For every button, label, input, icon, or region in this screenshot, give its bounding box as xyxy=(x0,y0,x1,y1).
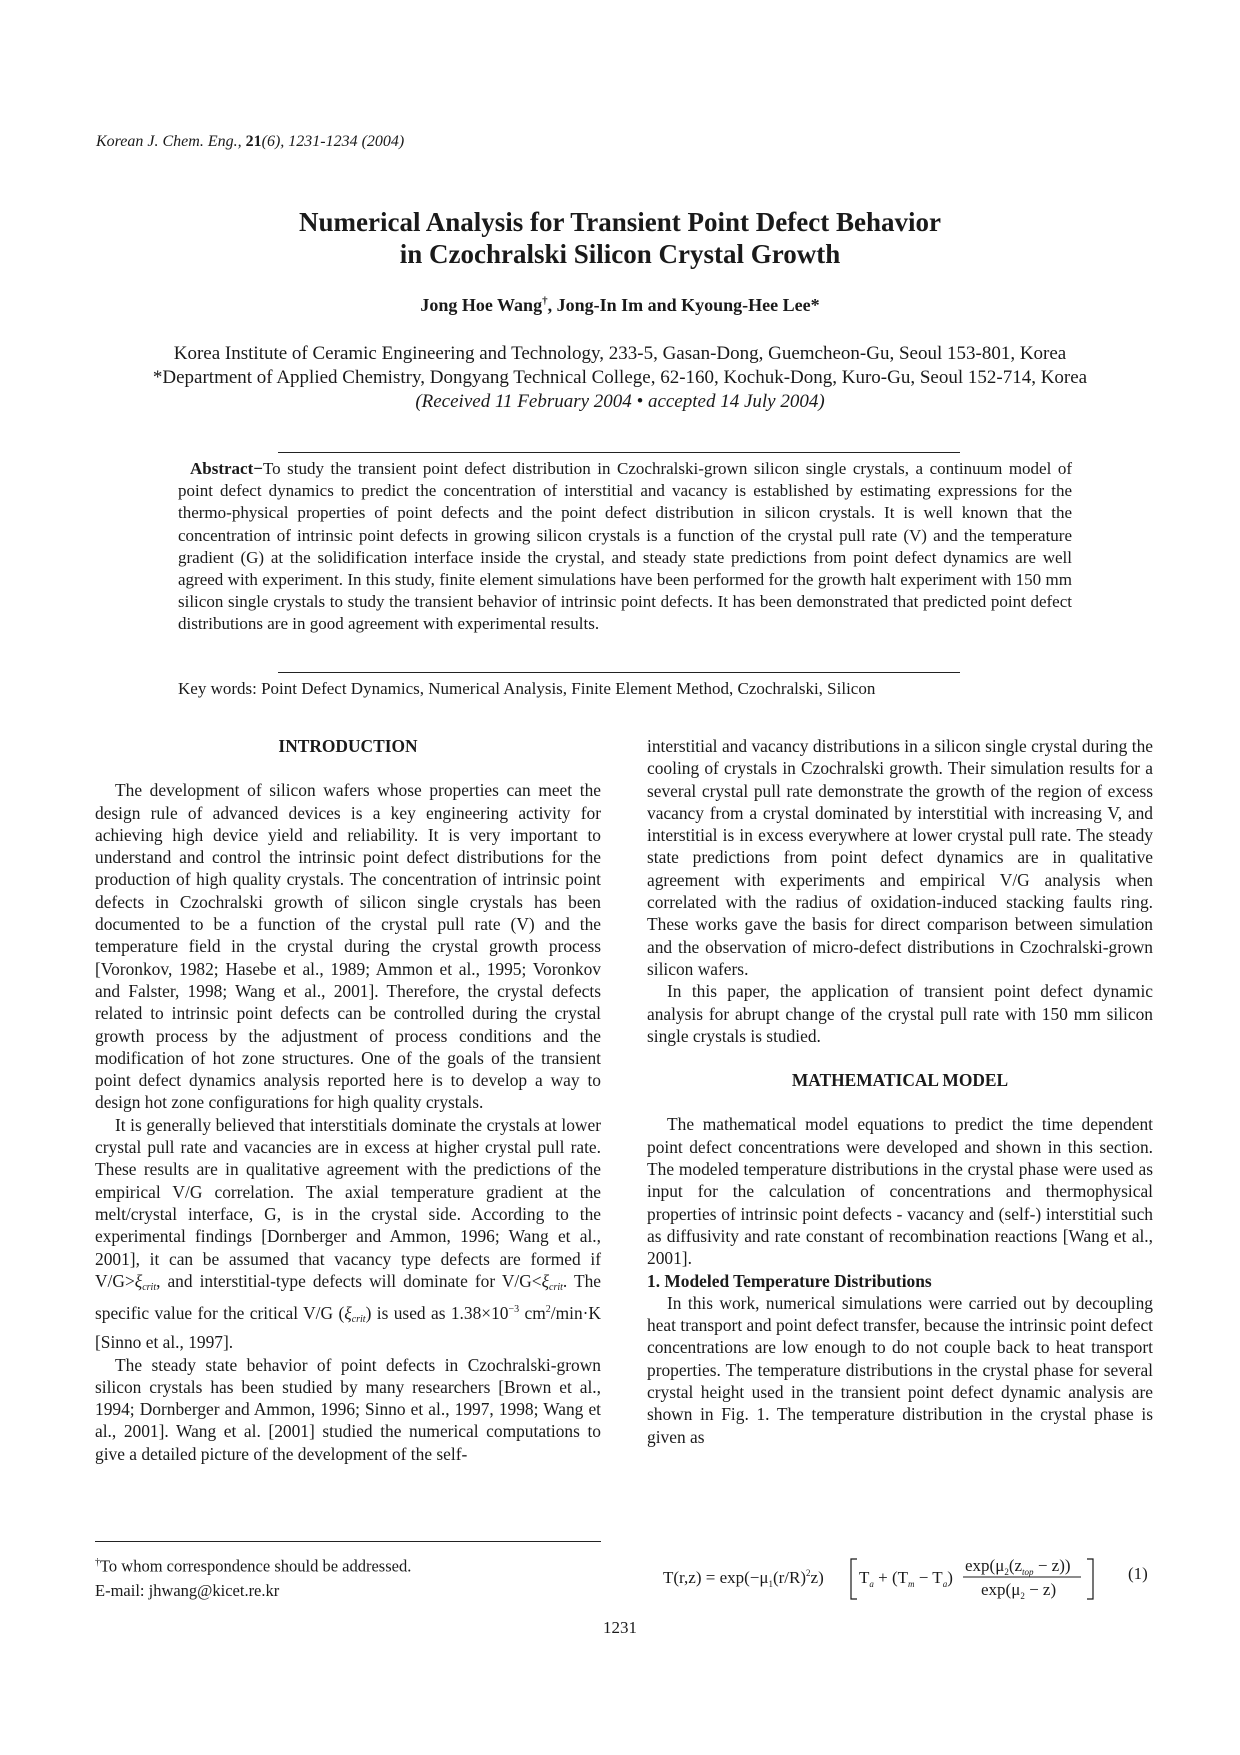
journal-name: Korean J. Chem. Eng. xyxy=(96,133,238,150)
exponent-2: 2 xyxy=(545,1304,551,1316)
abstract-text: To study the transient point defect distribution in Czochralski-grown silicon single crystals, a continuum model of point defect dynamics to predict the concentration of interstitial and vacancy is established by estimating expressions for the thermo-physical properties of point defects and the point defect distribution in silicon crystals. It is well known that the concentration of intrinsic point defects in growing silicon crystals is a function of the crystal pull rate (V) and the temperature gradient (G) at the solidification interface inside the crystal, and steady state predictions from point defect dynamics are well agreed with experiment. In this study, finite element simulations have been performed for the growth halt experiment with 150 mm silicon single crystals to study the transient behavior of intrinsic point defects. It has been demonstrated that predicted point defect distributions are in good agreement with experimental results. xyxy=(178,459,1072,634)
crit-subscript: crit xyxy=(142,1281,157,1293)
intro-paragraph-3: The steady state behavior of point defects in Czochralski-grown silicon crystals has been studied by many researchers [Brown et al., 1994; Dornberger and Ammon, 1996; Sinno et al., 1997, 1998; Wang et al., 2001]. Wang et al. [2001] studied the numerical computations to give a detailed picture of the development of the self- xyxy=(95,1354,601,1464)
eq-left-bracket xyxy=(851,1559,857,1599)
footnote-correspondence: To whom correspondence should be addressed. xyxy=(100,1556,412,1576)
eq-lhs: $T(r,z) = \exp(-\mu_1(r/R)^2z)$ xyxy=(663,1568,824,1589)
equation-1 xyxy=(663,1547,1163,1605)
author-1: Jong Hoe Wang xyxy=(420,295,543,315)
exponent-1: −3 xyxy=(508,1304,520,1316)
title-line-1: Numerical Analysis for Transient Point Defect Behavior xyxy=(299,207,941,237)
abstract xyxy=(178,458,1072,636)
abstract-label: Abstract xyxy=(190,459,254,478)
intro-p2-text-d: ) is used as 1.38×10 xyxy=(365,1302,509,1323)
footnote-rule xyxy=(95,1541,601,1542)
right-paragraph-2: In this paper, the application of transient point defect dynamic analysis for abrupt change of the crystal pull rate with 150 mm silicon single crystals is studied. xyxy=(647,981,1153,1046)
keywords: Key words: Point Defect Dynamics, Numerical Analysis, Finite Element Method, Czochralski, Silicon xyxy=(178,679,876,698)
page-number: 1231 xyxy=(603,1618,637,1637)
corresponding-dagger: † xyxy=(542,295,548,307)
crit-subscript: crit xyxy=(549,1281,563,1293)
eq-bracket-content: $T_a + (T_m - T_a)$ xyxy=(859,1568,953,1589)
left-column xyxy=(95,735,601,1465)
author-list xyxy=(0,295,1240,316)
affiliation-2: *Department of Applied Chemistry, Dongyang Technical College, 62-160, Kochuk-Dong, Kuro-Gu, Seoul 152-714, Korea xyxy=(152,367,1088,388)
abstract-bottom-rule xyxy=(278,672,960,673)
footnote-dagger: † xyxy=(95,1557,100,1568)
affiliations xyxy=(0,342,1240,414)
title-line-2: in Czochralski Silicon Crystal Growth xyxy=(399,239,841,269)
affiliation-1: Korea Institute of Ceramic Engineering and Technology, 233-5, Gasan-Dong, Guemcheon-Gu, Seoul 153-801, Korea xyxy=(173,343,1067,364)
intro-p2-text-e: cm xyxy=(519,1302,546,1323)
paper-title xyxy=(0,206,1240,270)
intro-p2-text-c: . The specific value for the critical V/G ( xyxy=(95,1270,601,1323)
journal-citation: Korean J. Chem. Eng., 21(6), 1231-1234 (2004) xyxy=(96,133,405,150)
eq-numerator: $\exp(\mu_2(z_{top} - z))$ xyxy=(965,1556,1071,1577)
eq-denominator: $\exp(\mu_2 - z)$ xyxy=(981,1580,1057,1601)
equation-number: (1) xyxy=(1128,1564,1148,1583)
abstract-top-rule xyxy=(278,452,960,453)
footnote-line-2: E-mail: jhwang@kicet.re.kr xyxy=(95,1580,280,1600)
mathematical-model-heading: MATHEMATICAL MODEL xyxy=(791,1070,1009,1091)
right-column xyxy=(647,735,1153,1448)
journal-issue-pages: (6), 1231-1234 (2004) xyxy=(261,133,405,150)
intro-paragraph-2 xyxy=(95,1114,601,1354)
received-dates: (Received 11 February 2004 • accepted 14 July 2004) xyxy=(415,391,825,412)
journal-volume: 21 xyxy=(245,133,262,150)
eq-right-bracket xyxy=(1087,1559,1093,1599)
intro-paragraph-1: The development of silicon wafers whose properties can meet the design rule of advanced devices is a key engineering activity for achieving high device yield and reliability. It is very important to understand and control the intrinsic point defect distributions for the production of high quality crystals. The concentration of intrinsic point defects in Czochralski growth of silicon single crystals has been documented to be a function of the crystal pull rate (V) and the temperature field in the crystal during the crystal growth process [Voronkov, 1982; Hasebe et al., 1989; Ammon et al., 1995; Voronkov and Falster, 1998; Wang et al., 2001]. Therefore, the crystal defects related to intrinsic point defects can be controlled during the crystal growth process by the adjustment of process conditions and the modification of hot zone structures. One of the goals of the transient point defect dynamics analysis reported here is to develop a way to design hot zone configurations for high quality crystals. xyxy=(95,780,601,1113)
xi-symbol: ξ xyxy=(344,1302,352,1323)
right-paragraph-4: In this work, numerical simulations were carried out by decoupling heat transport and point defect transfer, because the intrinsic point defect concentrations are low enough to do not couple back to heat transport properties. The temperature distributions in the crystal phase for several crystal height used in the transient point defect dynamic analysis are shown in Fig. 1. The temperature distribution in the crystal phase is given as xyxy=(647,1292,1153,1447)
intro-p2-text-b: , and interstitial-type defects will dominate for V/G< xyxy=(156,1270,542,1291)
intro-p2-text-f: /min·K [Sinno et al., 1997]. xyxy=(95,1302,601,1353)
intro-p2-text-a: It is generally believed that interstitials dominate the crystals at lower crystal pull rate and vacancies are in excess at higher crystal pull rate. These results are in qualitative agreement with the predictions of the empirical V/G correlation. The axial temperature gradient at the melt/crystal interface, G, is in the crystal side. According to the experimental findings [Dornberger and Ammon, 1996; Wang et al., 2001], it can be assumed that vacancy type defects are formed if V/G> xyxy=(95,1114,601,1291)
subsection-heading: 1. Modeled Temperature Distributions xyxy=(647,1270,932,1291)
footnote-line-1 xyxy=(95,1551,411,1579)
footnote xyxy=(95,1551,411,1603)
right-paragraph-3: The mathematical model equations to predict the time dependent point defect concentrations were developed and shown in this section. The modeled temperature distributions in the crystal phase were used as input for the calculation of concentrations and thermophysical properties of intrinsic point defects - vacancy and (self-) interstitial such as diffusivity and rate constant of recombination reactions [Wang et al., 2001]. xyxy=(647,1114,1153,1269)
right-paragraph-1: interstitial and vacancy distributions in a silicon single crystal during the cooling of crystals in Czochralski growth. Their simulation results for a several crystal pull rate demonstrate the growth of the region of excess vacancy from a crystal dominated by interstitial with increasing V, and interstitial is in excess everywhere at lower crystal pull rate. The steady state predictions from point defect dynamics are in qualitative agreement with experiments and empirical V/G analysis when correlated with the radius of oxidation-induced stacking faults ring. These works gave the basis for direct comparison between simulation and the observation of micro-defect distributions in Czochralski-grown silicon wafers. xyxy=(647,736,1153,979)
introduction-heading: INTRODUCTION xyxy=(278,736,418,756)
xi-symbol: ξ xyxy=(134,1270,143,1291)
crit-subscript: crit xyxy=(351,1313,366,1325)
xi-symbol: ξ xyxy=(541,1270,550,1291)
other-authors: , Jong-In Im and Kyoung-Hee Lee* xyxy=(547,295,820,315)
abstract-dash: − xyxy=(253,459,263,478)
